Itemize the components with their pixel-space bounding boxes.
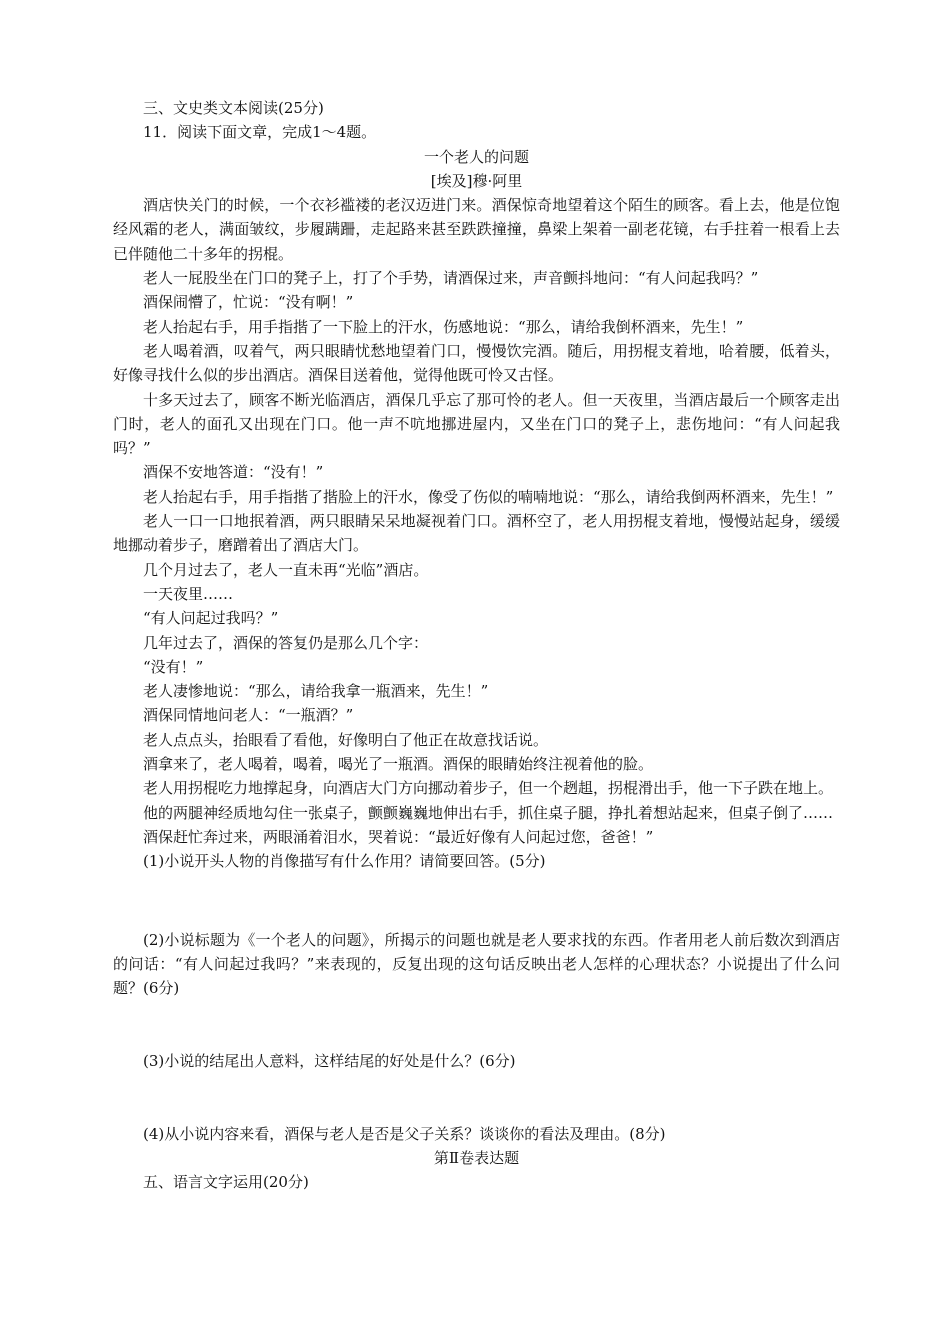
section-heading: 三、文史类文本阅读(25分) [143,99,324,117]
answer-space [113,1000,840,1049]
story-paragraph: 老人用拐棍吃力地撑起身，向酒店大门方向挪动着步子，但一个趔趄，拐棍滑出手，他一下子跌在地上。 [143,779,834,798]
story-paragraph: 他的两腿神经质地勾住一张桌子，颤颤巍巍地伸出右手，抓住桌子腿，挣扎着想站起来，但桌子倒了…… [143,803,834,822]
story-paragraph: 酒保不安地答道：“没有！” [143,463,324,482]
story-title: 一个老人的问题 [423,147,529,166]
story-paragraph: “有人问起过我吗？” [143,609,279,628]
story-paragraph: 老人一屁股坐在门口的凳子上，打了个手势，请酒保过来，声音颤抖地问：“有人问起我吗？” [143,269,759,288]
story-paragraph: 几个月过去了，老人一直未再“光临”酒店。 [143,560,429,579]
story-paragraph: 老人喝着酒，叹着气，两只眼睛忧愁地望着门口，慢慢饮完酒。随后，用拐棍支着地，哈着腰，低着头，好像寻找什么似的步出酒店。酒保目送着他，觉得他既可怜又古怪。 [113,341,840,385]
story-paragraph: 酒保闹懵了，忙说：“没有啊！” [143,293,354,312]
story-paragraph: 十多天过去了，顾客不断光临酒店，酒保几乎忘了那可怜的老人。但一天夜里，当酒店最后一个顾客走出门时，老人的面孔又出现在门口。他一声不吭地挪进屋内，又坐在门口的凳子上，悲伤地问：“有人问起我吗？” [113,390,840,458]
story-paragraph: 老人一口一口地抿着酒，两只眼睛呆呆地凝视着门口。酒杯空了，老人用拐棍支着地，慢慢站起身，缓缓地挪动着步子，磨蹭着出了酒店大门。 [113,512,840,555]
story-paragraph: 酒保赶忙奔过来，两眼涌着泪水，哭着说：“最近好像有人问起过您，爸爸！” [143,827,654,846]
question-1: (1)小说开头人物的肖像描写有什么作用？请简要回答。(5分) [143,852,546,871]
answer-space [113,1074,840,1122]
question-instruction: 11．阅读下面文章，完成1～4题。 [143,123,377,142]
story-paragraph: 酒拿来了，老人喝着，喝着，喝光了一瓶酒。酒保的眼睛始终注视着他的脸。 [143,755,654,774]
part-title: 第Ⅱ卷表达题 [433,1148,520,1167]
answer-space [113,874,840,928]
question-4: (4)从小说内容来看，酒保与老人是否是父子关系？谈谈你的看法及理由。(8分) [143,1124,666,1143]
story-paragraph: “没有！” [143,657,204,676]
story-paragraph: 老人凄惨地说：“那么，请给我拿一瓶酒来，先生！” [143,682,489,701]
story-paragraph: 老人抬起右手，用手指揩了揩脸上的汗水，像受了伤似的喃喃地说：“那么，请给我倒两杯酒来，先生！” [143,487,834,506]
story-paragraph: 老人抬起右手，用手指揩了一下脸上的汗水，伤感地说：“那么，请给我倒杯酒来，先生！” [143,317,744,336]
story-author: [埃及]穆·阿里 [430,171,523,190]
story-paragraph: 一天夜里…… [143,584,234,603]
story-paragraph: 老人点点头，抬眼看了看他，好像明白了他正在故意找话说。 [143,730,549,749]
document-page [113,96,840,1195]
section-heading: 五、语言文字运用(20分) [143,1173,309,1192]
story-paragraph: 酒店快关门的时候，一个衣衫褴褛的老汉迈进门来。酒保惊奇地望着这个陌生的顾客。看上去，他是位饱经风霜的老人，满面皱纹，步履蹒跚，走起路来甚至跌跌撞撞，鼻梁上架着一副老花镜，右手拄着一根看上去已伴随他二十多年的拐棍。 [113,196,840,263]
story-paragraph: 酒保同情地问老人：“一瓶酒？” [143,706,354,725]
question-2: (2)小说标题为《一个老人的问题》，所揭示的问题也就是老人要求找的东西。作者用老人前后数次到酒店的问话：“有人问起过我吗？”来表现的，反复出现的这句话反映出老人怎样的心理状态？小说提出了什么问题？(6分) [113,930,840,998]
question-3: (3)小说的结尾出人意料，这样结尾的好处是什么？(6分) [143,1052,516,1071]
story-paragraph: 几年过去了，酒保的答复仍是那么几个字： [143,633,429,652]
